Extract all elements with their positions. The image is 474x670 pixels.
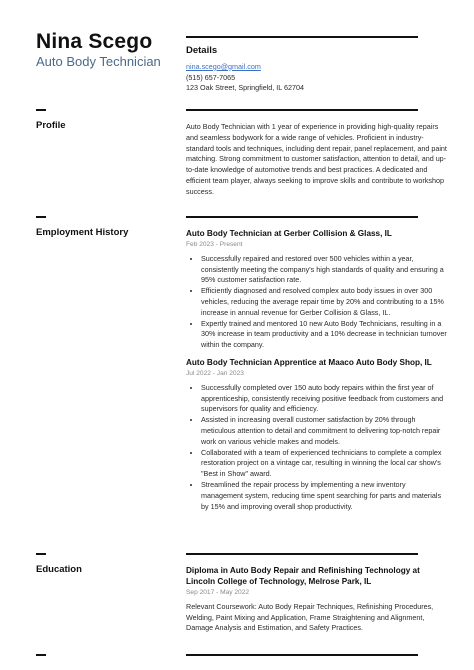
job-bullet: • Assisted in increasing overall customer satisfaction by 20% through meticulous attention to detail and commitment to delivering top-notch repair work on various vehicle makes and models. [201,415,448,447]
education-section [186,565,448,634]
next-section-rule [186,654,418,656]
employment-heading: Employment History [36,227,129,238]
job-dates: Jul 2022 - Jan 2023 [186,369,244,377]
profile-heading: Profile [36,120,66,131]
phone-number: (515) 657-7065 [186,72,236,82]
job-title: Auto Body Technician Apprentice at Maaco Auto Body Shop, IL [186,357,432,367]
education-coursework: Relevant Coursework: Auto Body Repair Techniques, Refinishing Procedures, Welding, Paint Mixing and Application, Frame Straightening and Alignment, Damage Analysis and Estimation, and Safety Practices. [186,601,434,633]
job-entry [186,228,448,351]
next-section-dash [36,654,46,656]
job-bullet: • Expertly trained and mentored 10 new Auto Body Technicians, resulting in a 30% increase in team productivity and a 10% decrease in technician turnover within the company. [201,319,448,351]
job-bullet: • Successfully repaired and restored over 500 vehicles within a year, consistently meeting the company's high standards of quality and ensuring a 95% customer satisfaction rate. [201,254,448,286]
candidate-title: Auto Body Technician [36,54,161,69]
degree-title: Diploma in Auto Body Repair and Refinishing Technology at Lincoln College of Technology, Melrose Park, IL [186,566,420,586]
profile-text: Auto Body Technician with 1 year of experience in providing high-quality repairs and seamless bodywork for a wide range of vehicles. Proficient in industry-standard tools and techniques, including dent repair, panel replacement, and paint matching. Strong commitment to customer satisfaction, attention to detail, and up-to-date knowledge of automotive trends and best practices. A dedicated and efficient team player, always seeking to improve skills and contribute to workshop success. [186,122,447,196]
address: 123 Oak Street, Springfield, IL 62704 [186,83,305,93]
email-link[interactable]: nina.scego@gmail.com [186,61,261,71]
job-bullet: • Successfully completed over 150 auto body repairs within the first year of apprenticeship, consistently receiving positive feedback from customers and supervisors for quality and efficiency. [201,383,448,415]
candidate-name: Nina Scego [36,30,153,53]
job-entry [186,357,448,512]
job-bullet: • Collaborated with a team of experienced technicians to complete a complex restoration project on a vintage car, resulting in winning the local car show's "Best in Show" award. [201,448,448,480]
job-bullets [186,254,448,351]
details-heading: Details [186,45,218,56]
job-bullets [186,383,448,513]
employment-list [186,228,448,512]
profile-rule [186,109,418,111]
job-title: Auto Body Technician at Gerber Collision & Glass, IL [186,229,392,238]
job-dates: Feb 2023 - Present [186,241,243,248]
job-bullet: • Efficiently diagnosed and resolved complex auto body issues in over 300 vehicles, reducing the average repair time by 20% and contributing to a 15% increase in annual revenue for Gerber Collision & Glass, IL. [201,286,448,318]
job-bullet: • Streamlined the repair process by implementing a new inventory management system, reducing time spent searching for parts and materials by 15% and improving overall shop productivity. [201,480,448,512]
education-dates: Sep 2017 - May 2022 [186,589,250,596]
employment-dash [36,216,46,218]
education-rule [186,553,418,555]
details-section [186,46,448,94]
education-heading: Education [36,564,82,575]
education-dash [36,553,46,555]
details-rule [186,36,418,38]
profile-dash [36,109,46,111]
employment-rule [186,216,418,218]
